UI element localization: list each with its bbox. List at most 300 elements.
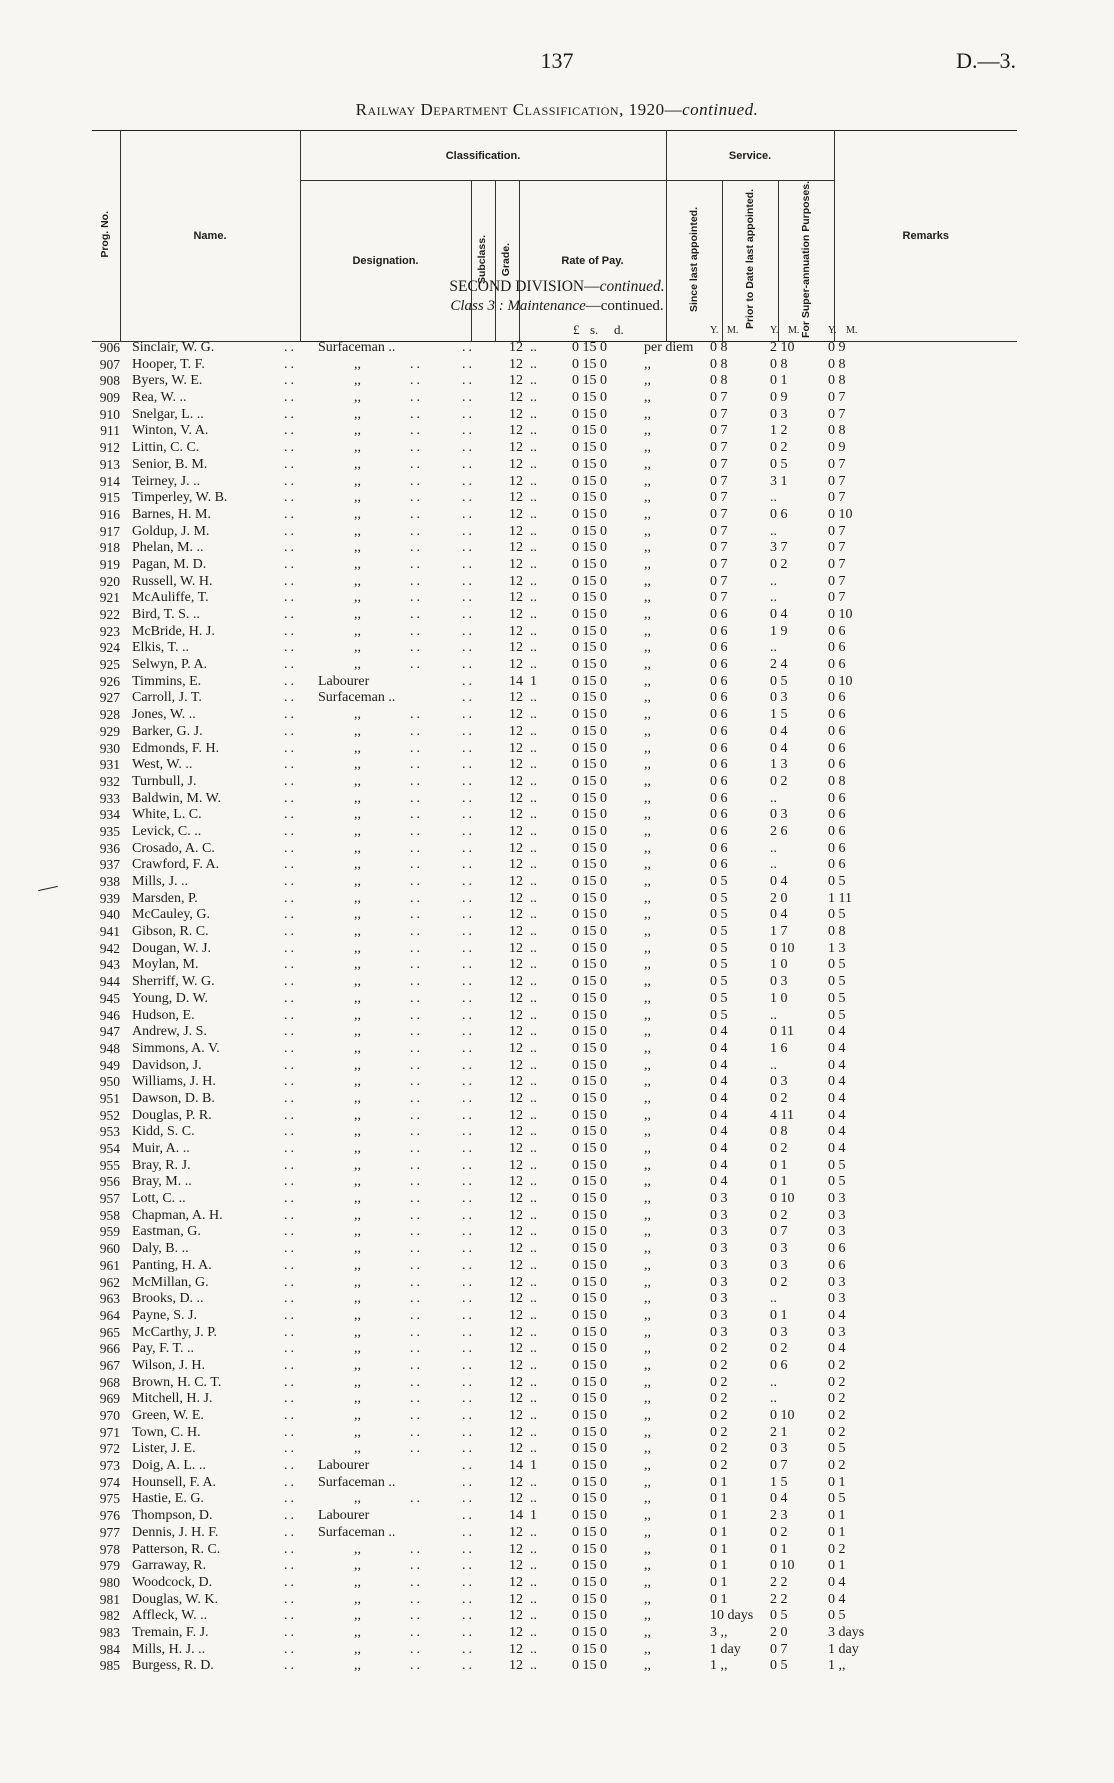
- rate-of-pay: 0 15 0: [572, 1191, 607, 1207]
- leader-dots: ..: [284, 1608, 297, 1624]
- prog-no: 926: [99, 673, 120, 689]
- designation: ,,: [354, 1291, 361, 1307]
- designation: ,,: [354, 1641, 361, 1657]
- prog-no: 938: [99, 874, 120, 889]
- table-row: [0, 1508, 1114, 1525]
- designation: ,,: [354, 1174, 361, 1190]
- designation: ,,: [354, 373, 361, 389]
- since-last-appointed: 0 3: [710, 1224, 728, 1240]
- leader-dots: ..: [410, 1608, 423, 1624]
- prior-to-date: ..: [770, 590, 777, 606]
- employee-name: Marsden, P.: [132, 890, 198, 906]
- superannuation: 0 5: [828, 1007, 846, 1023]
- leader-dots: ..: [462, 924, 475, 940]
- prior-to-date: 0 8: [770, 356, 788, 372]
- leader-dots: ..: [462, 990, 475, 1006]
- table-row: [0, 640, 1114, 657]
- pay-unit: ,,: [644, 673, 651, 689]
- subclass: 12: [509, 1141, 523, 1156]
- leader-dots: ..: [410, 440, 423, 456]
- prior-to-date: 0 3: [770, 1257, 788, 1273]
- leader-dots: ..: [462, 423, 475, 439]
- pay-unit: ,,: [644, 890, 651, 906]
- pay-unit: ,,: [644, 1207, 651, 1223]
- pay-unit: ,,: [644, 790, 651, 806]
- superannuation: 0 2: [828, 1424, 846, 1440]
- table-row: [0, 957, 1114, 974]
- leader-dots: ..: [462, 506, 475, 522]
- rate-of-pay: 0 15 0: [572, 1291, 607, 1307]
- grade: ..: [530, 1024, 537, 1040]
- table-row: [0, 657, 1114, 674]
- superannuation: 0 4: [828, 1107, 846, 1123]
- prog-no: 953: [99, 1124, 120, 1140]
- prog-no: 963: [99, 1291, 120, 1307]
- designation: ,,: [354, 1574, 361, 1590]
- superannuation: 0 2: [828, 1357, 846, 1373]
- prior-to-date: 0 10: [770, 1408, 795, 1423]
- class-name: Maintenance: [507, 298, 586, 314]
- leader-dots: ..: [284, 1107, 297, 1123]
- grade: ..: [530, 757, 537, 773]
- rate-of-pay: 0 15 0: [572, 757, 607, 773]
- leader-dots: ..: [462, 773, 475, 789]
- rate-of-pay: 0 15 0: [572, 740, 607, 756]
- rate-of-pay: 0 15 0: [572, 1574, 607, 1590]
- subclass: 12: [509, 807, 523, 823]
- table-row: [0, 1091, 1114, 1108]
- leader-dots: ..: [462, 1307, 475, 1323]
- employee-name: Brown, H. C. T.: [132, 1374, 222, 1390]
- employee-name: Eastman, G.: [132, 1224, 201, 1240]
- prior-to-date: ..: [770, 523, 777, 539]
- leader-dots: ..: [284, 1624, 297, 1640]
- subclass: 12: [509, 406, 523, 422]
- grade: ..: [530, 523, 537, 539]
- superannuation: 0 6: [828, 657, 846, 673]
- table-row: [0, 624, 1114, 641]
- leader-dots: ..: [284, 1241, 297, 1257]
- subclass: 12: [509, 1624, 523, 1640]
- since-last-appointed: 0 8: [710, 356, 728, 372]
- leader-dots: ..: [462, 1324, 475, 1340]
- rate-of-pay: 0 15 0: [572, 1374, 607, 1390]
- pay-unit: ,,: [644, 1141, 651, 1156]
- table-row: [0, 707, 1114, 724]
- employee-name: Timmins, E.: [132, 673, 202, 689]
- prog-no: 978: [99, 1541, 120, 1557]
- prog-no: 965: [99, 1324, 120, 1340]
- employee-name: Teirney, J. ..: [132, 473, 201, 489]
- leader-dots: ..: [410, 907, 423, 923]
- designation: Surfaceman ..: [318, 1474, 396, 1490]
- subclass: 12: [509, 1207, 523, 1223]
- employee-name: Muir, A. ..: [132, 1141, 190, 1156]
- since-last-appointed: 0 2: [710, 1424, 728, 1440]
- superannuation: 3 days: [828, 1624, 865, 1640]
- leader-dots: ..: [410, 1191, 423, 1207]
- subclass: 12: [509, 740, 523, 756]
- since-last-appointed: 0 5: [710, 907, 728, 923]
- leader-dots: ..: [284, 940, 297, 956]
- rate-of-pay: 0 15 0: [572, 1107, 607, 1123]
- grade: ..: [530, 1491, 537, 1507]
- pay-unit: ,,: [644, 1474, 651, 1490]
- designation: ,,: [354, 1207, 361, 1223]
- table-row: [0, 824, 1114, 841]
- pay-unit: ,,: [644, 857, 651, 873]
- table-row: [0, 1191, 1114, 1208]
- leader-dots: ..: [284, 974, 297, 990]
- grade: ..: [530, 1391, 537, 1407]
- leader-dots: ..: [410, 1391, 423, 1407]
- grade: ..: [530, 373, 537, 389]
- prior-to-date: 0 3: [770, 406, 788, 422]
- prog-no: 935: [99, 823, 120, 839]
- subclass: 12: [509, 356, 523, 372]
- leader-dots: ..: [284, 990, 297, 1006]
- employee-name: Daly, B. ..: [132, 1241, 189, 1257]
- subclass: 12: [509, 456, 523, 472]
- leader-dots: ..: [462, 390, 475, 406]
- pay-unit: ,,: [644, 406, 651, 422]
- since-last-appointed: 0 1: [710, 1491, 728, 1507]
- superannuation: 0 4: [828, 1574, 846, 1590]
- prior-to-date: 0 4: [770, 1491, 788, 1507]
- prior-to-date: ..: [770, 1007, 777, 1023]
- leader-dots: ..: [284, 1658, 297, 1674]
- header-prog-no: Prog. No.: [92, 131, 120, 342]
- leader-dots: ..: [462, 590, 475, 606]
- leader-dots: ..: [462, 1658, 475, 1674]
- prog-no: 922: [99, 607, 120, 622]
- subclass: 12: [509, 1574, 523, 1590]
- leader-dots: ..: [410, 1124, 423, 1140]
- pay-unit: ,,: [644, 990, 651, 1006]
- since-last-appointed: 0 4: [710, 1024, 728, 1040]
- header-remarks: Remarks: [834, 131, 1017, 342]
- prog-no: 962: [99, 1274, 120, 1290]
- since-last-appointed: 0 2: [710, 1374, 728, 1390]
- leader-dots: ..: [284, 874, 297, 889]
- prior-to-date: 0 3: [770, 690, 788, 706]
- designation: ,,: [354, 1024, 361, 1040]
- rate-of-pay: 0 15 0: [572, 1441, 607, 1457]
- prior-to-date: 0 6: [770, 506, 788, 522]
- designation: ,,: [354, 1074, 361, 1090]
- leader-dots: ..: [284, 1191, 297, 1207]
- prior-to-date: 3 7: [770, 540, 788, 556]
- prog-no: 966: [99, 1341, 120, 1357]
- leader-dots: ..: [410, 924, 423, 940]
- prog-no: 934: [99, 807, 120, 823]
- since-last-appointed: 0 2: [710, 1458, 728, 1474]
- grade: ..: [530, 690, 537, 706]
- leader-dots: ..: [284, 790, 297, 806]
- prog-no: 930: [99, 740, 120, 756]
- superannuation: 0 5: [828, 957, 846, 973]
- prog-no: 913: [99, 456, 120, 472]
- since-last-appointed: 0 7: [710, 440, 728, 456]
- table-row: [0, 991, 1114, 1008]
- designation: ,,: [354, 857, 361, 873]
- leader-dots: ..: [462, 790, 475, 806]
- superannuation: 1 ,,: [828, 1658, 846, 1674]
- employee-name: Sinclair, W. G.: [132, 340, 215, 355]
- superannuation: 0 4: [828, 1141, 846, 1156]
- pay-unit: ,,: [644, 1191, 651, 1207]
- leader-dots: ..: [410, 790, 423, 806]
- prog-no: 967: [99, 1357, 120, 1373]
- designation: ,,: [354, 1040, 361, 1056]
- prog-no: 940: [99, 907, 120, 923]
- table-row: [0, 1575, 1114, 1592]
- table-row: [0, 373, 1114, 390]
- pay-unit: ,,: [644, 924, 651, 940]
- leader-dots: ..: [284, 1591, 297, 1607]
- rate-of-pay: 0 15 0: [572, 1274, 607, 1290]
- rate-of-pay: 0 15 0: [572, 1458, 607, 1474]
- subclass: 12: [509, 690, 523, 706]
- table-row: [0, 1325, 1114, 1342]
- designation: ,,: [354, 590, 361, 606]
- since-last-appointed: 3 ,,: [710, 1624, 728, 1640]
- table-row: [0, 1458, 1114, 1475]
- prog-no: 980: [99, 1574, 120, 1590]
- designation: ,,: [354, 506, 361, 522]
- since-last-appointed: 0 7: [710, 556, 728, 572]
- table-row: [0, 1058, 1114, 1075]
- pay-unit: ,,: [644, 1241, 651, 1257]
- employee-name: Edmonds, F. H.: [132, 740, 220, 756]
- section-title-italic: continued.: [599, 278, 665, 295]
- subclass: 12: [509, 840, 523, 856]
- rate-of-pay: 0 15 0: [572, 790, 607, 806]
- subclass: 12: [509, 823, 523, 839]
- prog-no: 908: [99, 373, 120, 389]
- leader-dots: ..: [462, 1157, 475, 1173]
- prog-no: 916: [99, 506, 120, 522]
- since-last-appointed: 0 4: [710, 1090, 728, 1106]
- rate-of-pay: 0 15 0: [572, 1491, 607, 1507]
- prior-to-date: 0 3: [770, 1241, 788, 1257]
- leader-dots: ..: [410, 523, 423, 539]
- leader-dots: ..: [462, 1357, 475, 1373]
- prior-to-date: 1 0: [770, 957, 788, 973]
- superannuation: 0 4: [828, 1057, 846, 1073]
- since-last-appointed: 0 1: [710, 1541, 728, 1557]
- designation: ,,: [354, 1141, 361, 1156]
- leader-dots: ..: [462, 1408, 475, 1423]
- employee-name: Dennis, J. H. F.: [132, 1524, 219, 1540]
- employee-name: Hooper, T. F.: [132, 356, 205, 372]
- subclass: 12: [509, 1157, 523, 1173]
- subclass: 12: [509, 1357, 523, 1373]
- leader-dots: ..: [462, 640, 475, 656]
- since-last-appointed: 0 5: [710, 974, 728, 990]
- employee-name: Winton, V. A.: [132, 423, 209, 439]
- designation: ,,: [354, 1007, 361, 1023]
- leader-dots: ..: [284, 607, 297, 622]
- employee-name: Gibson, R. C.: [132, 924, 209, 940]
- subclass: 12: [509, 1024, 523, 1040]
- designation: Surfaceman ..: [318, 1524, 396, 1540]
- leader-dots: ..: [462, 1274, 475, 1290]
- prior-to-date: 0 3: [770, 1324, 788, 1340]
- pay-unit: ,,: [644, 907, 651, 923]
- prog-no: 970: [99, 1408, 120, 1423]
- prog-no: 969: [99, 1391, 120, 1407]
- since-last-appointed: 0 4: [710, 1074, 728, 1090]
- prior-to-date: ..: [770, 857, 777, 873]
- subclass: 12: [509, 757, 523, 773]
- designation: ,,: [354, 1441, 361, 1457]
- employee-name: Affleck, W. ..: [132, 1608, 208, 1624]
- grade: ..: [530, 1157, 537, 1173]
- since-last-appointed: 0 3: [710, 1324, 728, 1340]
- prog-no: 909: [99, 390, 120, 406]
- superannuation: 0 5: [828, 1174, 846, 1190]
- superannuation: 0 3: [828, 1207, 846, 1223]
- designation: ,,: [354, 473, 361, 489]
- superannuation: 0 10: [828, 673, 853, 689]
- leader-dots: ..: [284, 356, 297, 372]
- pay-unit: ,,: [644, 1274, 651, 1290]
- rate-of-pay: 0 15 0: [572, 690, 607, 706]
- since-last-appointed: 0 2: [710, 1391, 728, 1407]
- prog-no: 952: [99, 1107, 120, 1123]
- subclass: 12: [509, 490, 523, 506]
- prog-no: 951: [99, 1090, 120, 1106]
- rate-of-pay: 0 15 0: [572, 406, 607, 422]
- superannuation: 0 5: [828, 1608, 846, 1624]
- subclass: 12: [509, 1341, 523, 1357]
- superannuation: 0 6: [828, 857, 846, 873]
- grade: ..: [530, 1257, 537, 1273]
- leader-dots: ..: [410, 1341, 423, 1357]
- grade: ..: [530, 1591, 537, 1607]
- leader-dots: ..: [284, 1090, 297, 1106]
- subclass: 12: [509, 1257, 523, 1273]
- pay-unit: ,,: [644, 974, 651, 990]
- pay-unit: ,,: [644, 1424, 651, 1440]
- rate-of-pay: 0 15 0: [572, 1207, 607, 1223]
- leader-dots: ..: [284, 807, 297, 823]
- since-last-appointed: 0 7: [710, 590, 728, 606]
- leader-dots: ..: [462, 490, 475, 506]
- superannuation: 0 6: [828, 790, 846, 806]
- rate-of-pay: 0 15 0: [572, 907, 607, 923]
- prog-no: 942: [99, 940, 120, 956]
- prog-no: 946: [99, 1007, 120, 1023]
- designation: ,,: [354, 823, 361, 839]
- class-suffix: —continued.: [585, 298, 664, 314]
- table-row: [0, 841, 1114, 858]
- leader-dots: ..: [410, 657, 423, 673]
- rate-of-pay: 0 15 0: [572, 1174, 607, 1190]
- superannuation: 0 7: [828, 456, 846, 472]
- prog-no: 923: [99, 623, 120, 639]
- leader-dots: ..: [462, 1491, 475, 1507]
- leader-dots: ..: [410, 456, 423, 472]
- header-prior-to-date: Prior to Date last appointed.: [722, 181, 778, 342]
- subclass: 12: [509, 623, 523, 639]
- employee-name: Williams, J. H.: [132, 1074, 216, 1090]
- prog-no: 941: [99, 924, 120, 940]
- superannuation: 0 7: [828, 490, 846, 506]
- subclass: 12: [509, 1224, 523, 1240]
- leader-dots: ..: [284, 924, 297, 940]
- prog-no: 944: [99, 974, 120, 990]
- since-last-appointed: 0 2: [710, 1357, 728, 1373]
- subclass: 12: [509, 423, 523, 439]
- leader-dots: ..: [410, 707, 423, 723]
- subclass: 12: [509, 1291, 523, 1307]
- prog-no: 914: [99, 473, 120, 489]
- prior-to-date: 0 2: [770, 556, 788, 572]
- designation: ,,: [354, 1107, 361, 1123]
- grade: ..: [530, 907, 537, 923]
- leader-dots: ..: [284, 556, 297, 572]
- rate-of-pay: 0 15 0: [572, 1074, 607, 1090]
- employee-name: Tremain, F. J.: [132, 1624, 209, 1640]
- unit-pounds: £: [573, 322, 580, 337]
- prog-no: 921: [99, 590, 120, 606]
- leader-dots: ..: [462, 1257, 475, 1273]
- leader-dots: ..: [410, 890, 423, 906]
- leader-dots: ..: [462, 707, 475, 723]
- since-last-appointed: 0 4: [710, 1057, 728, 1073]
- leader-dots: ..: [284, 890, 297, 906]
- grade: 1: [530, 1508, 537, 1524]
- rate-of-pay: 0 15 0: [572, 1007, 607, 1023]
- table-row: [0, 1391, 1114, 1408]
- prog-no: 920: [99, 573, 120, 589]
- prior-to-date: 1 5: [770, 707, 788, 723]
- grade: ..: [530, 623, 537, 639]
- since-last-appointed: 0 6: [710, 690, 728, 706]
- leader-dots: ..: [462, 1591, 475, 1607]
- subclass: 12: [509, 1057, 523, 1073]
- designation: ,,: [354, 1558, 361, 1574]
- table-row: [0, 1475, 1114, 1492]
- classification-table-body: [0, 340, 1114, 1675]
- prior-to-date: 0 1: [770, 1157, 788, 1173]
- prog-no: 977: [99, 1524, 120, 1540]
- designation: ,,: [354, 1591, 361, 1607]
- grade: ..: [530, 440, 537, 456]
- rate-of-pay: 0 15 0: [572, 1524, 607, 1540]
- superannuation: 1 day: [828, 1641, 859, 1657]
- grade: ..: [530, 1107, 537, 1123]
- pay-unit: ,,: [644, 523, 651, 539]
- leader-dots: ..: [284, 540, 297, 556]
- grade: ..: [530, 974, 537, 990]
- table-row: [0, 741, 1114, 758]
- rate-of-pay: 0 15 0: [572, 540, 607, 556]
- designation: ,,: [354, 490, 361, 506]
- leader-dots: ..: [284, 573, 297, 589]
- table-row: [0, 690, 1114, 707]
- designation: ,,: [354, 757, 361, 773]
- table-row: [0, 1008, 1114, 1025]
- table-row: [0, 423, 1114, 440]
- prog-no: 961: [99, 1257, 120, 1273]
- prog-no: 985: [99, 1658, 120, 1674]
- grade: ..: [530, 723, 537, 739]
- grade: ..: [530, 1057, 537, 1073]
- designation: ,,: [354, 840, 361, 856]
